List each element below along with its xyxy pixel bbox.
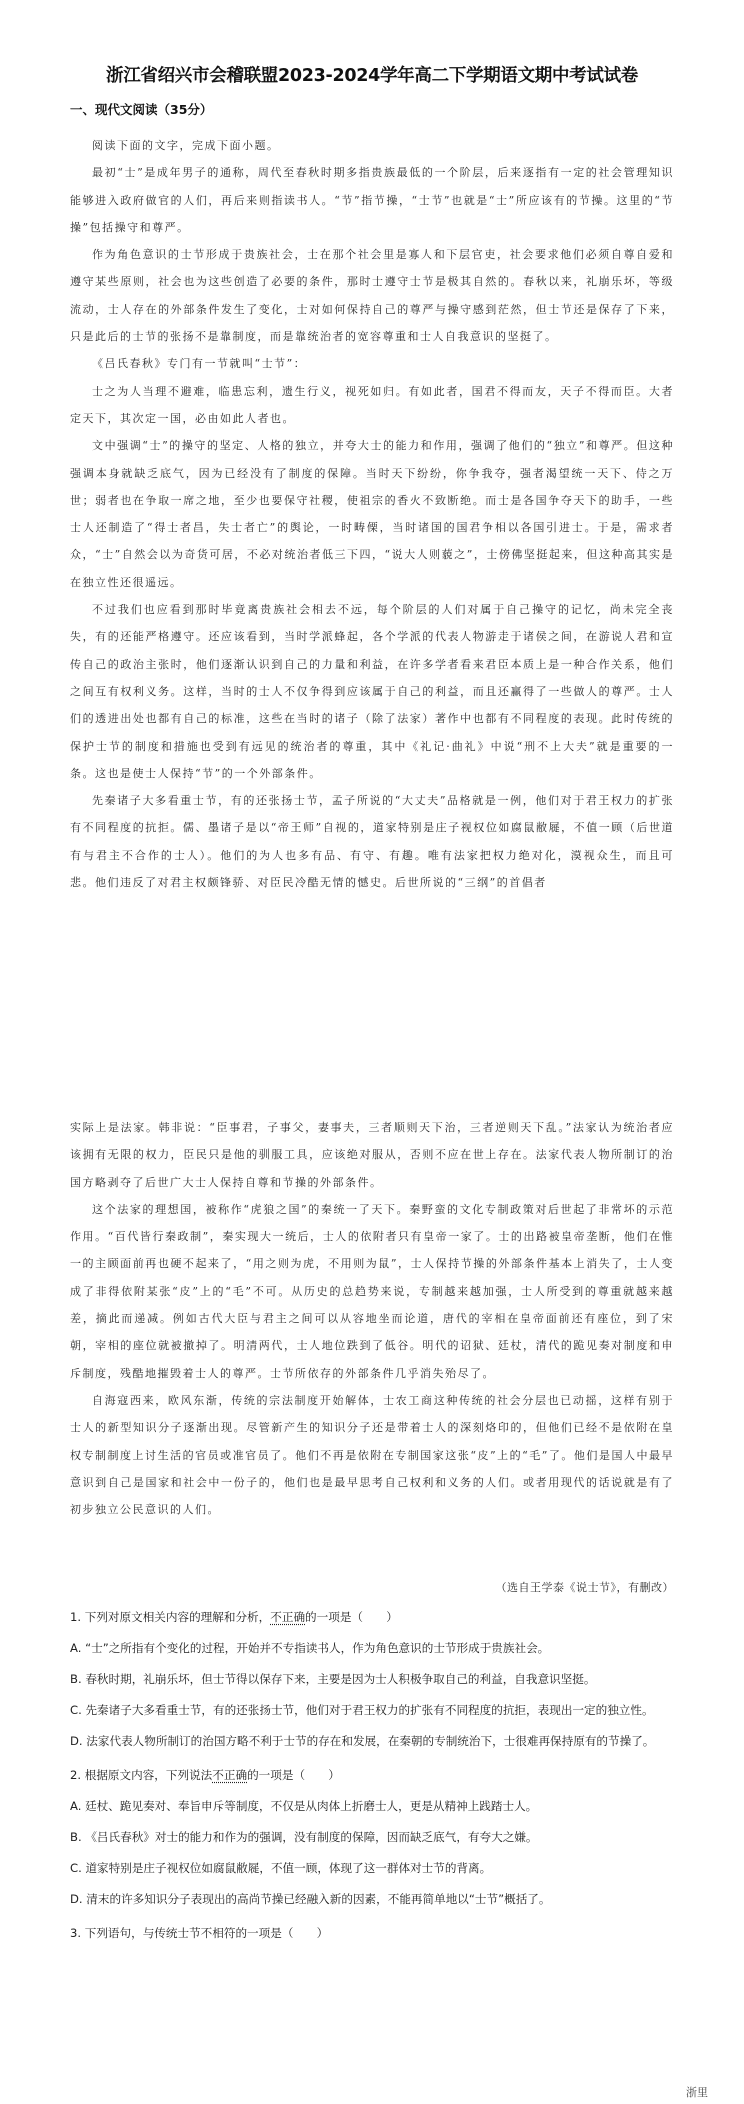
answer-option[interactable]: B. 春秋时期，礼崩乐坏，但士节得以保存下来，主要是因为士人积极争取自己的利益，自我意识坚挺。 bbox=[70, 1672, 596, 1686]
question-stem-text: 的一项是（ ） bbox=[305, 1610, 398, 1624]
answer-option[interactable]: C. 道家特别是庄子视权位如腐鼠敝屣，不值一顾，体现了这一群体对士节的背离。 bbox=[70, 1861, 492, 1875]
question-stem-text: 的一项是（ ） bbox=[247, 1768, 340, 1782]
answer-option[interactable]: B. 《吕氏春秋》对士的能力和作为的强调，没有制度的保障，因而缺乏底气，有夸大之嫌。 bbox=[70, 1830, 538, 1844]
question-stem bbox=[70, 1603, 674, 1631]
reading-passage-part-1 bbox=[70, 132, 674, 896]
passage-paragraph: 先秦诸子大多看重士节，有的还张扬士节，孟子所说的“大丈夫”品格就是一例，他们对于君王权力的扩张有不同程度的抗拒。儒、墨诸子是以“帝王师”自视的，道家特别是庄子视权位如腐鼠敝屣，不值一顾（后世道有与君主不合作的士人）。他们的为人也多有品、有守、有趣。唯有法家把权力绝对化，漠视众生，而且可悲。他们违反了对君主权颇锋骄、对臣民冷酷无情的憾史。后世所说的“三纲”的首倡者 bbox=[70, 794, 674, 890]
question-stem bbox=[70, 1919, 674, 1947]
question-stem bbox=[70, 1761, 674, 1789]
question-emphasis: 不正确 bbox=[270, 1610, 306, 1624]
footer-watermark: 浙里 bbox=[686, 2086, 708, 2099]
passage-source: （选自王学泰《说士节》，有删改） bbox=[495, 1581, 674, 1594]
question-emphasis: 不正确 bbox=[212, 1768, 248, 1782]
question-stem-text: 2. 根据原文内容，下列说法 bbox=[70, 1768, 213, 1782]
answer-option[interactable]: A. “士”之所指有个变化的过程，开始并不专指读书人，作为角色意识的士节形成于贵族社会。 bbox=[70, 1641, 550, 1655]
passage-paragraph: 士之为人当理不避难，临患忘利，遗生行义，视死如归。有如此者，国君不得而友，天子不得而臣。大者定天下，其次定一国，必由如此人者也。 bbox=[70, 384, 674, 425]
question-stem-text: 1. 下列对原文相关内容的理解和分析， bbox=[70, 1610, 271, 1624]
question-list bbox=[70, 1603, 674, 1947]
passage-paragraph: 自海寇西来，欧风东渐，传统的宗法制度开始解体，士农工商这种传统的社会分层也已动摇，这样有别于士人的新型知识分子逐渐出现。尽管新产生的知识分子还是带着士人的深刻烙印的，但他们已经不是依附在皇权专制制度上讨生活的官员或准官员了。他们不再是依附在专制国家这张“皮”上的“毛”了。他们是国人中最早意识到自己是国家和社会中一份子的，他们也是最早思考自己权利和义务的人们。或者用现代的话说就是有了初步独立公民意识的人们。 bbox=[70, 1393, 674, 1517]
answer-option[interactable]: A. 廷杖、跪见奏对、奉旨申斥等制度，不仅是从肉体上折磨士人，更是从精神上践踏士人。 bbox=[70, 1799, 538, 1813]
passage-paragraph: 最初“士”是成年男子的通称，周代至春秋时期多指贵族最低的一个阶层，后来逐指有一定的社会管理知识能够进入政府做官的人们，再后来则指读书人。“节”指节操，“士节”也就是“士”所应该有的节操。这里的“节操”包括操守和尊严。 bbox=[70, 166, 674, 234]
passage-paragraph: 作为角色意识的士节形成于贵族社会，士在那个社会里是寡人和下层官吏，社会要求他们必须自尊自爱和遵守某些原则，社会也为这些创造了必要的条件，那时士遵守士节是极其自然的。春秋以来，礼崩乐坏，等级流动，士人存在的外部条件发生了变化，士对如何保持自己的尊严与操守感到茫然，但士节还是保存了下来，只是此后的士节的张扬不是靠制度，而是靠统治者的宽容尊重和士人自我意识的坚挺了。 bbox=[70, 248, 674, 344]
question-stem-text: 3. 下列语句，与传统士节不相符的一项是（ ） bbox=[70, 1926, 329, 1940]
passage-paragraph: 文中强调“士”的操守的坚定、人格的独立，并夸大士的能力和作用，强调了他们的“独立”和尊严。但这种强调本身就缺乏底气，因为已经没有了制度的保障。当时天下纷纷，你争我夺，强者渴望统一天下、侍之万世；弱者也在争取一席之地，至少也要保守社稷，使祖宗的香火不致断绝。而士是各国争夺天下的助手，一些士人还制造了“得士者昌，失士者亡”的舆论，一时畴傈，当时诸国的国君争相以各国引进士。于是，需求者众，“士”自然会以为奇货可居，不必对统治者低三下四，“说大人则藐之”，士傍佛坚挺起来，但这种高其实是在独立性还很遥远。 bbox=[70, 439, 674, 589]
answer-option[interactable]: D. 法家代表人物所制订的治国方略不利于士节的存在和发展，在秦朝的专制统治下，士很难再保持原有的节操了。 bbox=[70, 1734, 655, 1748]
reading-passage-part-2 bbox=[70, 1114, 674, 1523]
passage-paragraph: 这个法家的理想国，被称作“虎狼之国”的秦统一了天下。秦野蛮的文化专制政策对后世起了非常坏的示范作用。“百代皆行秦政制”，秦实现大一统后，士人的依附者只有皇帝一家了。士的出路被皇帝垄断，他们在惟一的主顾面前再也硬不起来了，“用之则为虎，不用则为鼠”，士人保持节操的外部条件基本上消失了，士人变成了非得依附某张“皮”上的“毛”不可。从历史的总趋势来说，专制越来越加强，士人所受到的尊重就越来越差，摘此而递减。例如古代大臣与君主之间可以从容地坐而论道，唐代的宰相在皇帝面前还有座位，到了宋朝，宰相的座位就被撤掉了。明清两代，士人地位跌到了低谷。明代的诏狱、廷杖，清代的跪见奏对制度和申斥制度，残酷地摧毁着士人的尊严。士节所依存的外部条件几乎消失殆尽了。 bbox=[70, 1202, 674, 1380]
answer-option[interactable]: C. 先秦诸子大多看重士节，有的还张扬士节，他们对于君王权力的扩张有不同程度的抗拒，表现出一定的独立性。 bbox=[70, 1703, 654, 1717]
passage-paragraph: 阅读下面的文字，完成下面小题。 bbox=[92, 139, 280, 152]
passage-paragraph: 实际上是法家。韩非说：“臣事君，子事父，妻事夫，三者顺则天下治，三者逆则天下乱。”法家认为统治者应该拥有无限的权力，臣民只是他的驯服工具，应该绝对服从，否则不应在世上存在。法家代表人物所制订的治国方略剥夺了后世广大士人保持自尊和节操的外部条件。 bbox=[70, 1121, 674, 1189]
passage-paragraph: 《吕氏春秋》专门有一节就叫“士节”： bbox=[92, 357, 307, 371]
answer-option[interactable]: D. 清末的许多知识分子表现出的高尚节操已经融入新的因素，不能再简单地以“士节”概括了。 bbox=[70, 1892, 551, 1906]
section-heading: 一、现代文阅读（35分） bbox=[70, 102, 213, 117]
page-title: 浙江省绍兴市会稽联盟2023-2024学年高二下学期语文期中考试试卷 bbox=[106, 66, 638, 86]
passage-paragraph: 不过我们也应看到那时毕竟离贵族社会相去不远，每个阶层的人们对属于自己操守的记忆，尚未完全丧失，有的还能严格遵守。还应该看到，当时学派蜂起，各个学派的代表人物游走于诸侯之间，在游说人君和宣传自己的政治主张时，他们逐渐认识到自己的力量和利益，在许多学者看来君臣本质上是一种合作关系，他们之间互有权利义务。这样，当时的士人不仅争得到应该属于自己的利益，而且还赢得了一些做人的尊严。士人们的透进出处也都有自己的标准，这些在当时的诸子（除了法家）著作中也都有不同程度的表现。此时传统的保护士节的制度和措施也受到有远见的统治者的尊重，其中《礼记·曲礼》中说“刑不上大夫”就是重要的一条。这也是使士人保持“节”的一个外部条件。 bbox=[70, 603, 674, 780]
